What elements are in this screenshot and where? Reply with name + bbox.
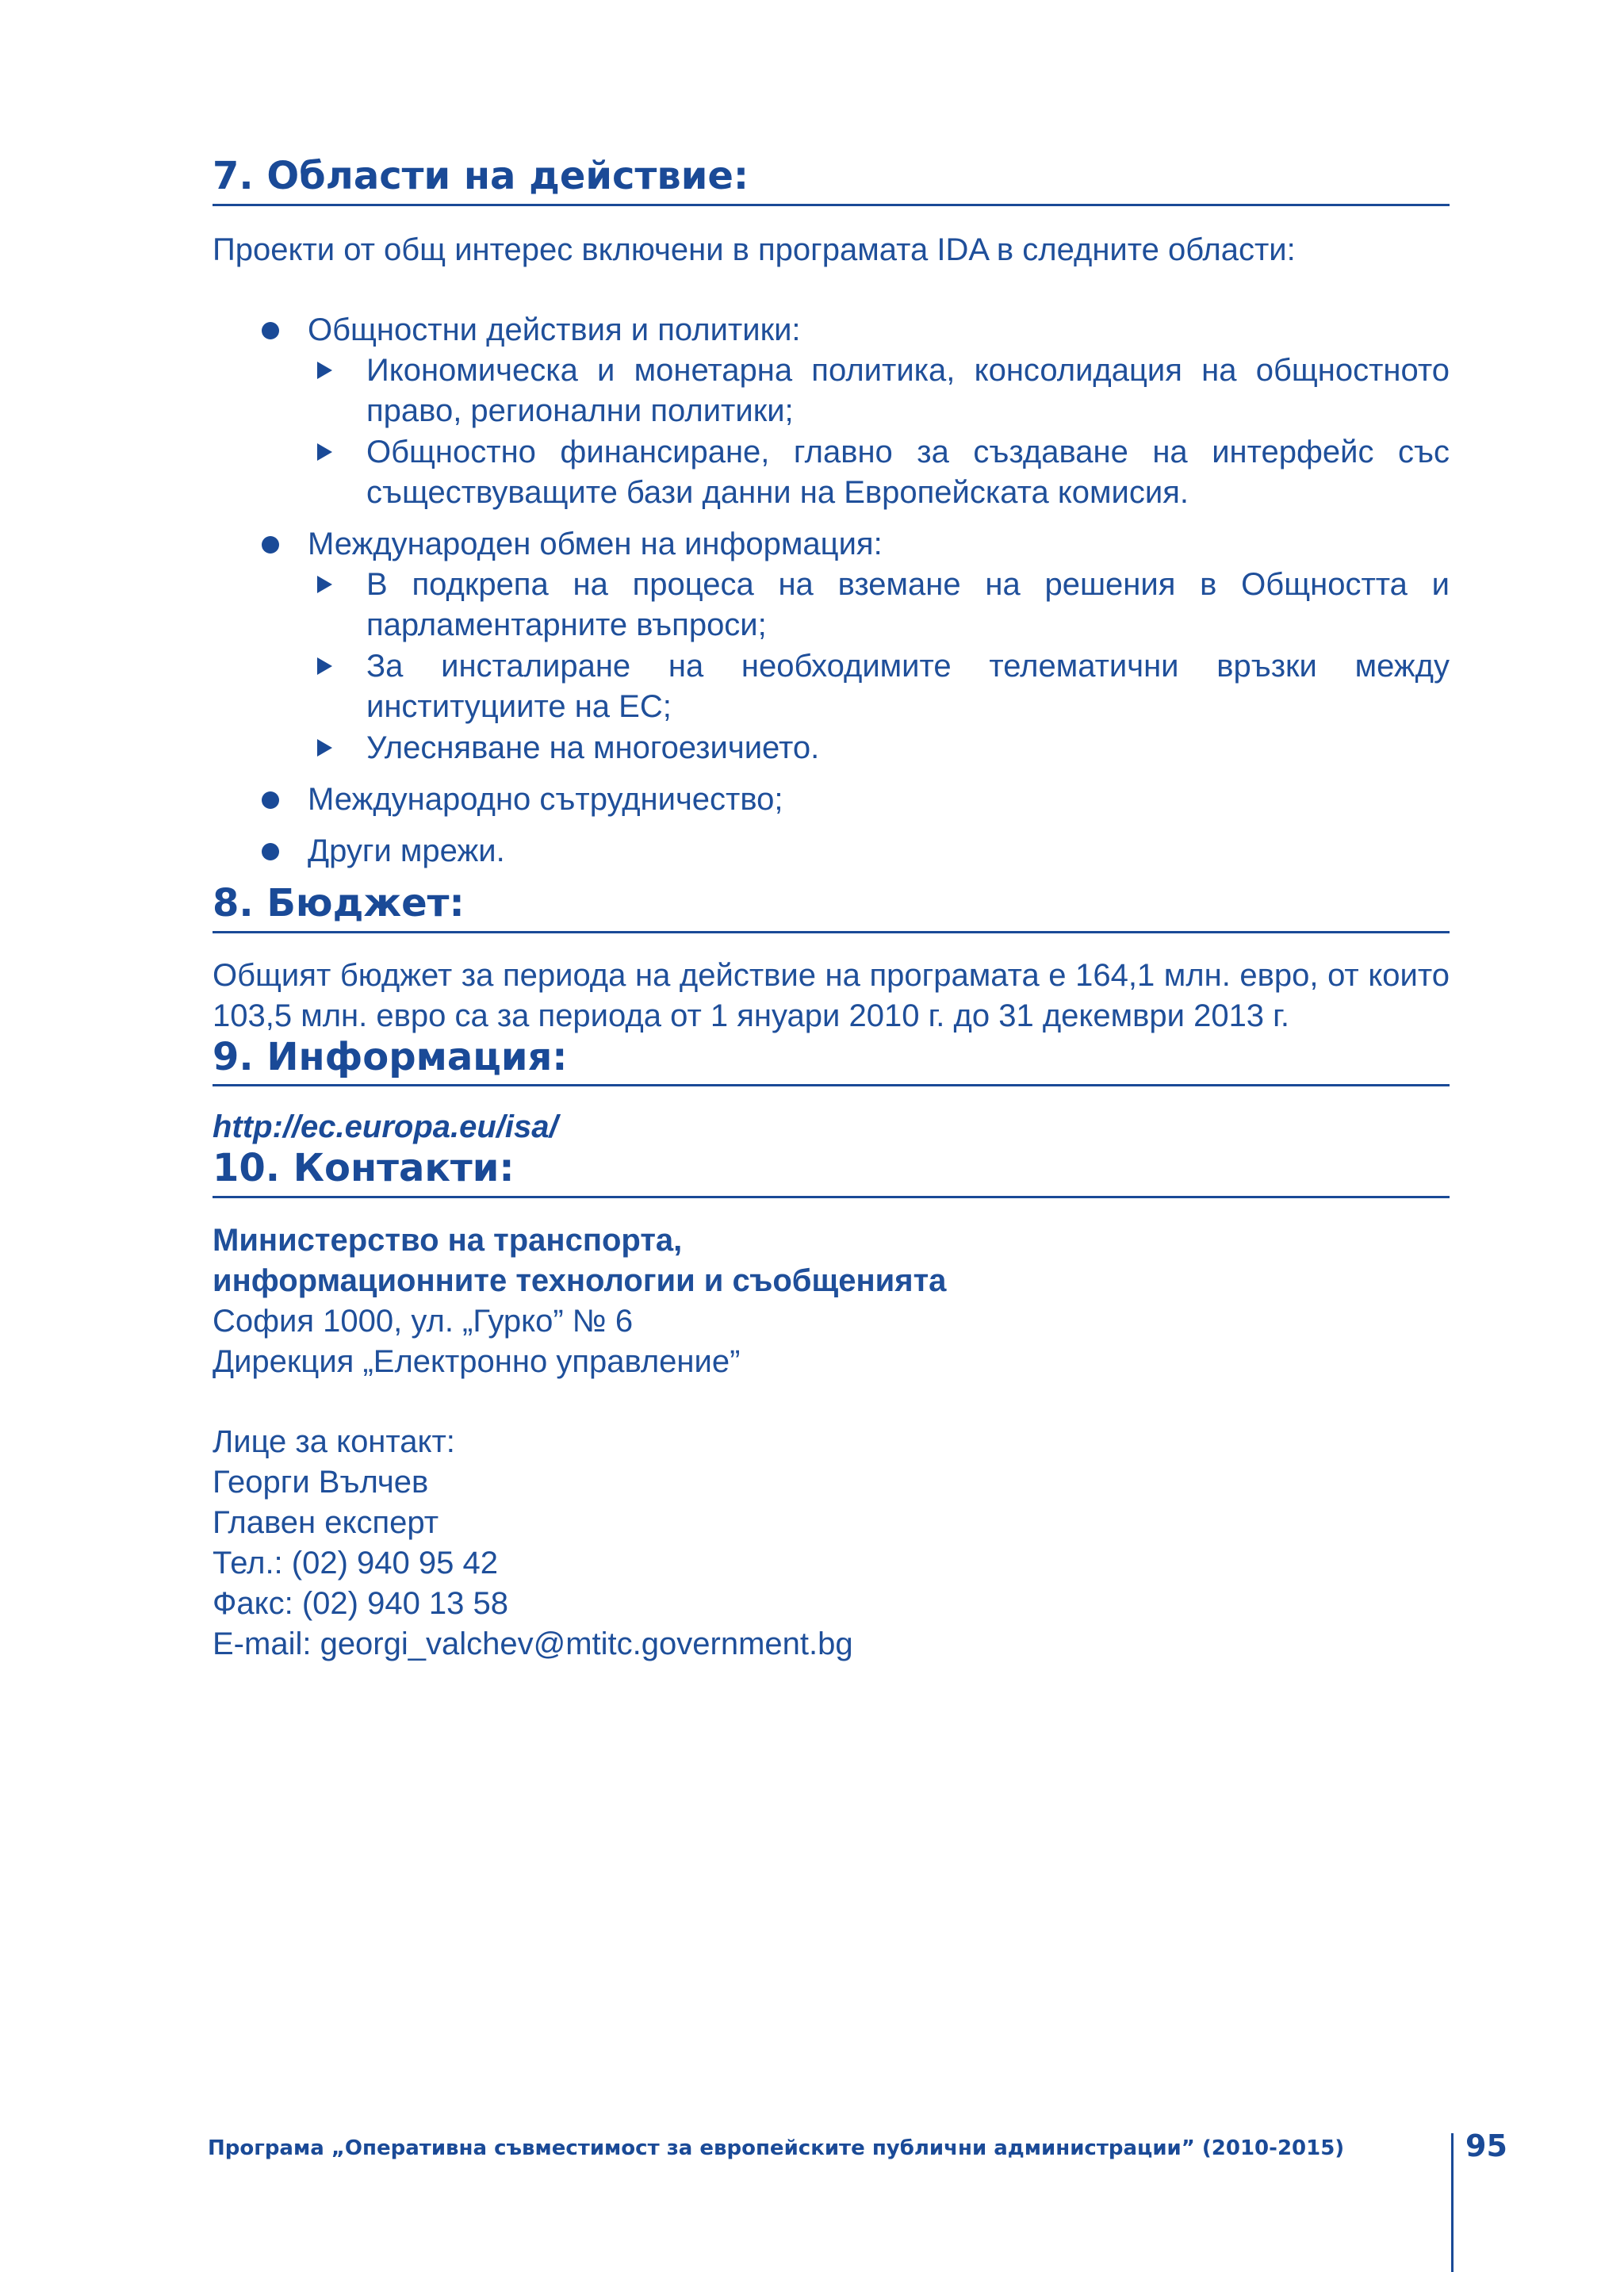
- triangle-bullet-icon: [317, 362, 332, 379]
- list-item-label: Международно сътрудничество;: [308, 781, 783, 817]
- organization-name-line-1: Министерство на транспорта,: [213, 1223, 683, 1259]
- budget-text: Общият бюджет за периода на действие на програмата е 164,1 млн. евро, от които 103,5 млн. евро са за периода от 1 януари 2010 г. до 31 декември 2013 г.: [213, 957, 1450, 1033]
- contact-label: Лице за контакт:: [213, 1424, 455, 1460]
- section-9-heading: 9. Информация:: [213, 1036, 1450, 1087]
- bullet-icon: [262, 536, 279, 554]
- sub-list-item: [308, 565, 1450, 646]
- sub-list-item: [308, 728, 1450, 768]
- list-item-label: Общностни действия и политики:: [308, 312, 801, 347]
- list-item-label: Други мрежи.: [308, 833, 505, 868]
- section-7-intro: Проекти от общ интерес включени в програмата IDA в следните области:: [213, 232, 1296, 267]
- sub-list: [308, 565, 1450, 768]
- directorate: Дирекция „Електронно управление”: [213, 1344, 741, 1380]
- list-item: [213, 524, 1450, 768]
- sub-list-item-text: Улесняване на многоезичието.: [366, 730, 820, 765]
- contact-fax: Факс: (02) 940 13 58: [213, 1586, 509, 1622]
- areas-list: [213, 310, 1450, 872]
- bullet-icon: [262, 843, 279, 860]
- sub-list: [308, 351, 1450, 513]
- sub-list-item: [308, 351, 1450, 431]
- triangle-bullet-icon: [317, 657, 332, 675]
- contact-name: Георги Вълчев: [213, 1465, 429, 1500]
- triangle-bullet-icon: [317, 739, 332, 757]
- sub-list-item-text: Икономическа и монетарна политика, консолидация на общностното право, регионални политики;: [366, 352, 1450, 428]
- spacer: [213, 1382, 1450, 1422]
- contacts-block: [213, 1220, 1450, 1665]
- sub-list-item-text: За инсталиране на необходимите телематични връзки между институциите на ЕС;: [366, 648, 1450, 724]
- organization-name-line-2: информационните технологии и съобщенията: [213, 1263, 947, 1299]
- contact-phone: Тел.: (02) 940 95 42: [213, 1546, 498, 1581]
- triangle-bullet-icon: [317, 576, 332, 593]
- info-link[interactable]: http://ec.europa.eu/isa/: [213, 1109, 558, 1145]
- contact-title: Главен експерт: [213, 1505, 439, 1541]
- contact-email[interactable]: E-mail: georgi_valchev@mtitc.government.bg: [213, 1626, 853, 1662]
- page-content: [213, 155, 1450, 1665]
- footer-text: Програма „Оперативна съвместимост за европейските публични администрации” (2010-2015): [208, 2136, 1345, 2160]
- list-item-label: Международен обмен на информация:: [308, 526, 883, 561]
- section-10-heading: 10. Контакти:: [213, 1147, 1450, 1198]
- list-item: [213, 831, 1450, 872]
- section-8-heading: 8. Бюджет:: [213, 883, 1450, 933]
- bullet-icon: [262, 322, 279, 339]
- sub-list-item: [308, 432, 1450, 513]
- section-7-heading: 7. Области на действие:: [213, 155, 1450, 206]
- page-number: 95: [1465, 2128, 1507, 2163]
- sub-list-item: [308, 646, 1450, 727]
- triangle-bullet-icon: [317, 443, 332, 461]
- list-item: [213, 780, 1450, 820]
- sub-list-item-text: Общностно финансиране, главно за създаване на интерфейс със съществуващите бази данни на Европейската комисия.: [366, 434, 1450, 510]
- list-item: [213, 310, 1450, 513]
- address: София 1000, ул. „Гурко” № 6: [213, 1304, 634, 1339]
- footer-divider: [1451, 2133, 1454, 2272]
- sub-list-item-text: В подкрепа на процеса на вземане на решения в Общността и парламентарните въпроси;: [366, 566, 1450, 642]
- bullet-icon: [262, 791, 279, 809]
